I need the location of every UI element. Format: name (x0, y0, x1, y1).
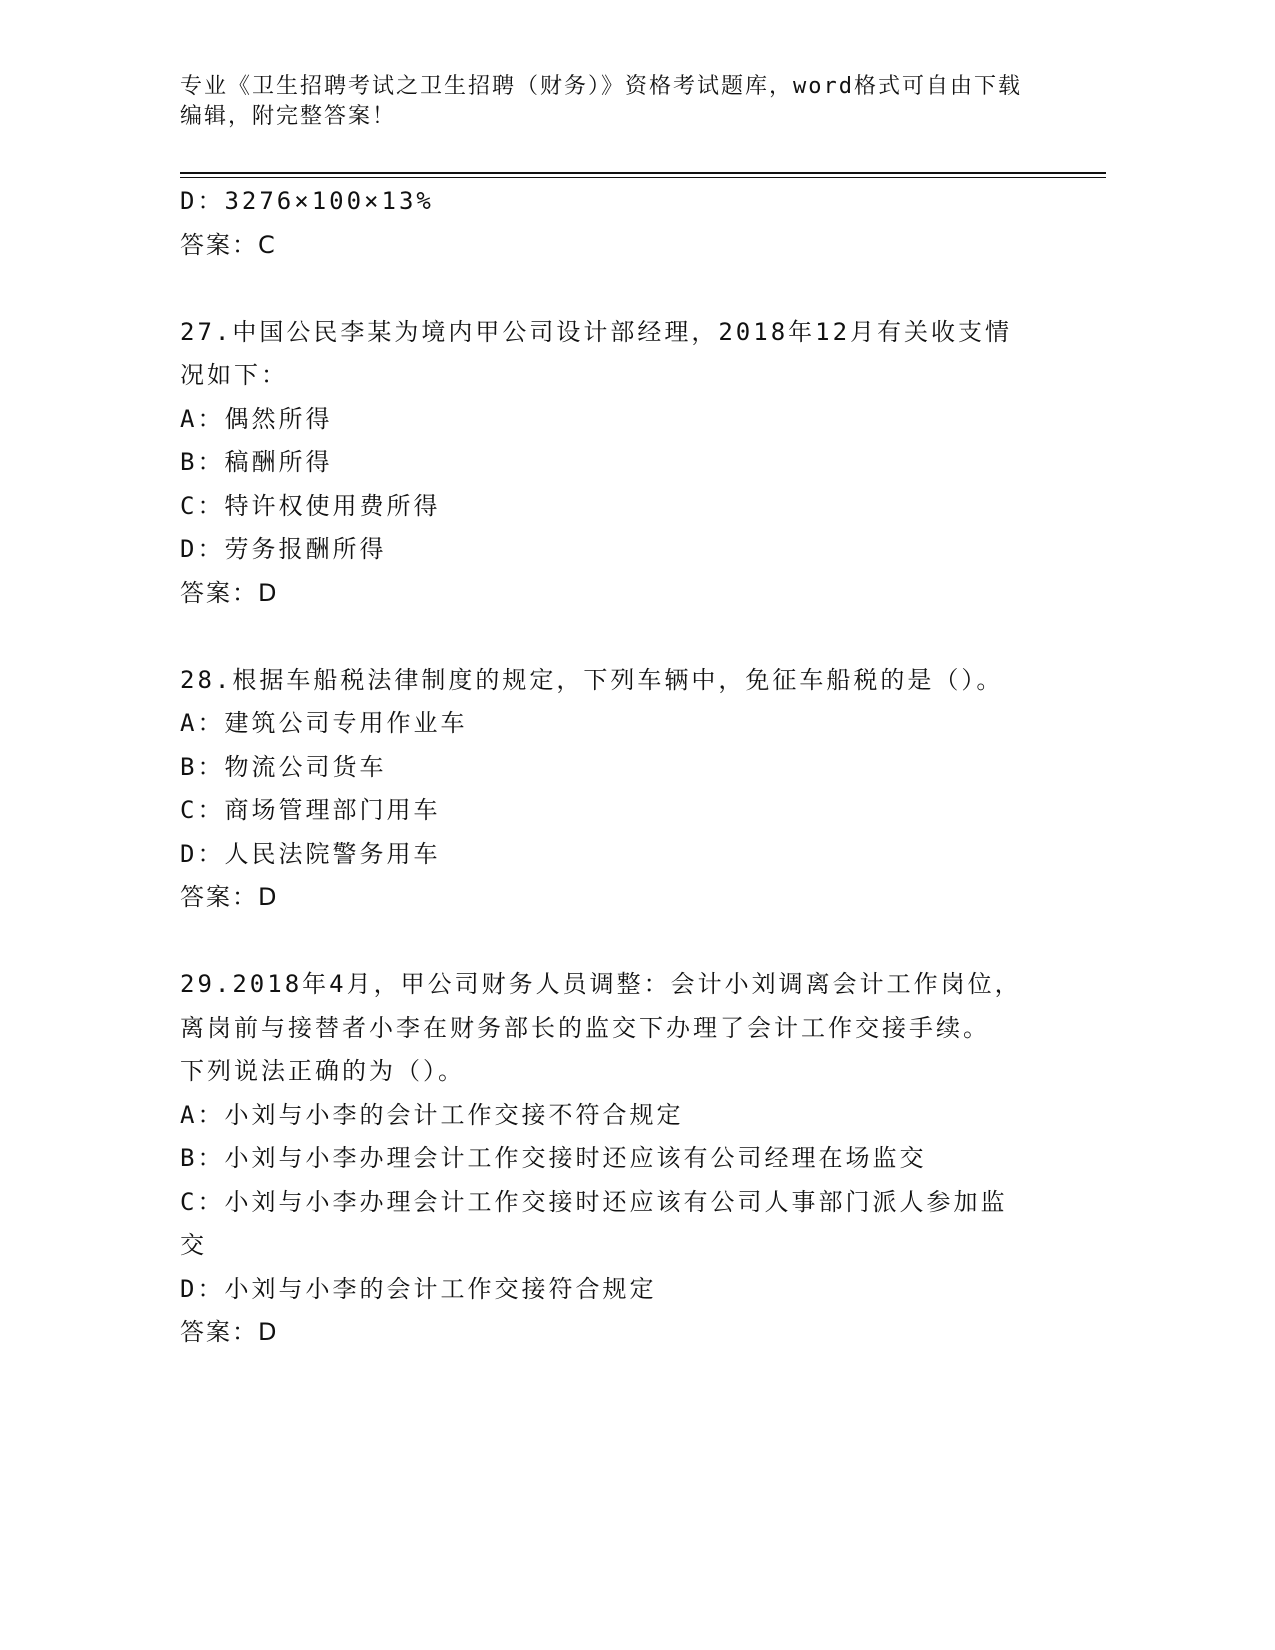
question-26 (180, 180, 1040, 267)
option-d: D：人民法院警务用车 (180, 839, 441, 868)
question-stem: 29.2018年4月，甲公司财务人员调整：会计小刘调离会计工作岗位， (180, 970, 1022, 998)
answer: 答案：C (180, 230, 277, 259)
header-divider-thin (180, 177, 1106, 178)
question-stem: 27.中国公民李某为境内甲公司设计部经理，2018年12月有关收支情 (180, 317, 1013, 346)
header-line-2: 编辑，附完整答案！ (180, 104, 397, 129)
question-list (180, 180, 1040, 1355)
question-stem-continued: 下列说法正确的为（）。 (180, 1057, 465, 1085)
option-d: D：劳务报酬所得 (180, 535, 387, 563)
question-stem-continued: 况如下： (180, 361, 288, 389)
option-d: D：小刘与小李的会计工作交接符合规定 (180, 1274, 657, 1303)
spacer (180, 267, 1040, 311)
document-header (180, 72, 1040, 132)
option-c: C：小刘与小李办理会计工作交接时还应该有公司人事部门派人参加监 (180, 1187, 1008, 1216)
option-b: B：小刘与小李办理会计工作交接时还应该有公司经理在场监交 (180, 1144, 927, 1172)
option-b: B：物流公司货车 (180, 752, 387, 781)
option-b: B：稿酬所得 (180, 448, 333, 476)
answer: 答案：D (180, 1318, 279, 1346)
option-a: A：小刘与小李的会计工作交接不符合规定 (180, 1100, 684, 1129)
option-a: A：偶然所得 (180, 404, 333, 433)
question-stem: 28.根据车船税法律制度的规定，下列车辆中，免征车船税的是（）。 (180, 665, 1004, 694)
question-27 (180, 311, 1040, 616)
spacer (180, 615, 1040, 659)
question-28 (180, 659, 1040, 920)
spacer (180, 920, 1040, 964)
answer: 答案：D (180, 578, 279, 607)
option-c: C：商场管理部门用车 (180, 796, 441, 824)
option-c: C：特许权使用费所得 (180, 491, 441, 520)
question-29 (180, 963, 1040, 1355)
option-c-continued: 交 (180, 1231, 207, 1259)
question-stem-continued: 离岗前与接替者小李在财务部长的监交下办理了会计工作交接手续。 (180, 1013, 990, 1042)
option-a: A：建筑公司专用作业车 (180, 709, 468, 737)
answer: 答案：D (180, 883, 279, 911)
header-line-1: 专业《卫生招聘考试之卫生招聘（财务）》资格考试题库，word格式可自由下载 (180, 74, 1022, 99)
option-d: D：3276×100×13% (180, 187, 434, 215)
header-divider-thick (180, 172, 1106, 174)
